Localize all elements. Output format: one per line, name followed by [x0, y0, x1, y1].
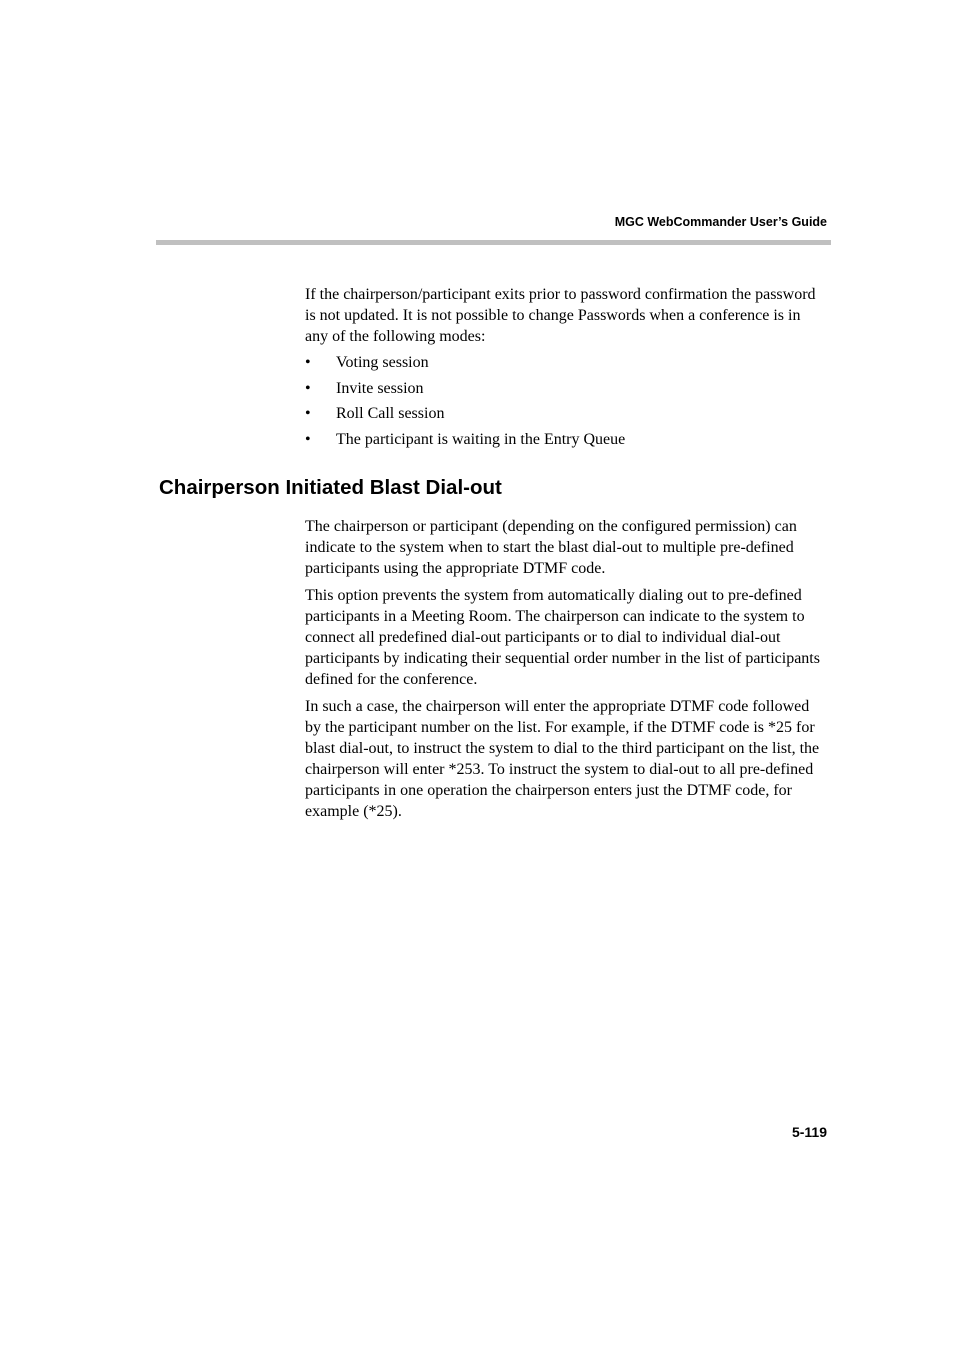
list-item — [305, 352, 625, 373]
section-paragraph-2 — [305, 585, 827, 690]
bullet-icon: • — [305, 379, 311, 397]
list-item — [305, 429, 625, 450]
list-item-text: Roll Call session — [336, 405, 445, 423]
section-heading: Chairperson Initiated Blast Dial-out — [159, 476, 502, 499]
bullet-icon: • — [305, 354, 311, 371]
list-item-text: Invite session — [336, 379, 424, 397]
section-paragraph-1 — [305, 516, 827, 579]
list-item-text: Voting session — [336, 354, 429, 371]
header-rule — [156, 240, 831, 245]
list-item-text: The participant is waiting in the Entry Queue — [336, 431, 626, 449]
paragraph-text: The chairperson or participant (depending on the configured permission) can indicate to the system when to start the blast dial-out to multiple pre-defined participants using the appropriate DTMF code. — [305, 518, 797, 577]
running-header: MGC WebCommander User’s Guide — [614, 215, 827, 229]
list-item — [305, 403, 625, 424]
modes-list — [305, 352, 625, 455]
bullet-icon: • — [305, 405, 311, 423]
intro-paragraph — [305, 284, 827, 347]
bullet-icon: • — [305, 431, 311, 449]
list-item — [305, 378, 625, 399]
intro-text: If the chairperson/participant exits prior to password confirmation the password is not updated. It is not possible to change Passwords when a conference is in any of the following modes: — [305, 286, 816, 345]
paragraph-text: In such a case, the chairperson will enter the appropriate DTMF code followed by the participant number on the list. For example, if the DTMF code is *25 for blast dial-out, to instruct the system to dial to the third participant on the list, the chairperson will enter *253. To instruct the system to dial-out to all pre-defined participants in one operation the chairperson enters just the DTMF code, for example (*25). — [305, 698, 820, 820]
paragraph-text: This option prevents the system from automatically dialing out to pre-defined participants in a Meeting Room. The chairperson can indicate to the system to connect all predefined dial-out participants or to dial to individual dial-out participants by indicating their sequential order number in the list of participants defined for the conference. — [305, 587, 820, 688]
page-number: 5-119 — [791, 1124, 827, 1140]
section-paragraph-3 — [305, 696, 827, 822]
